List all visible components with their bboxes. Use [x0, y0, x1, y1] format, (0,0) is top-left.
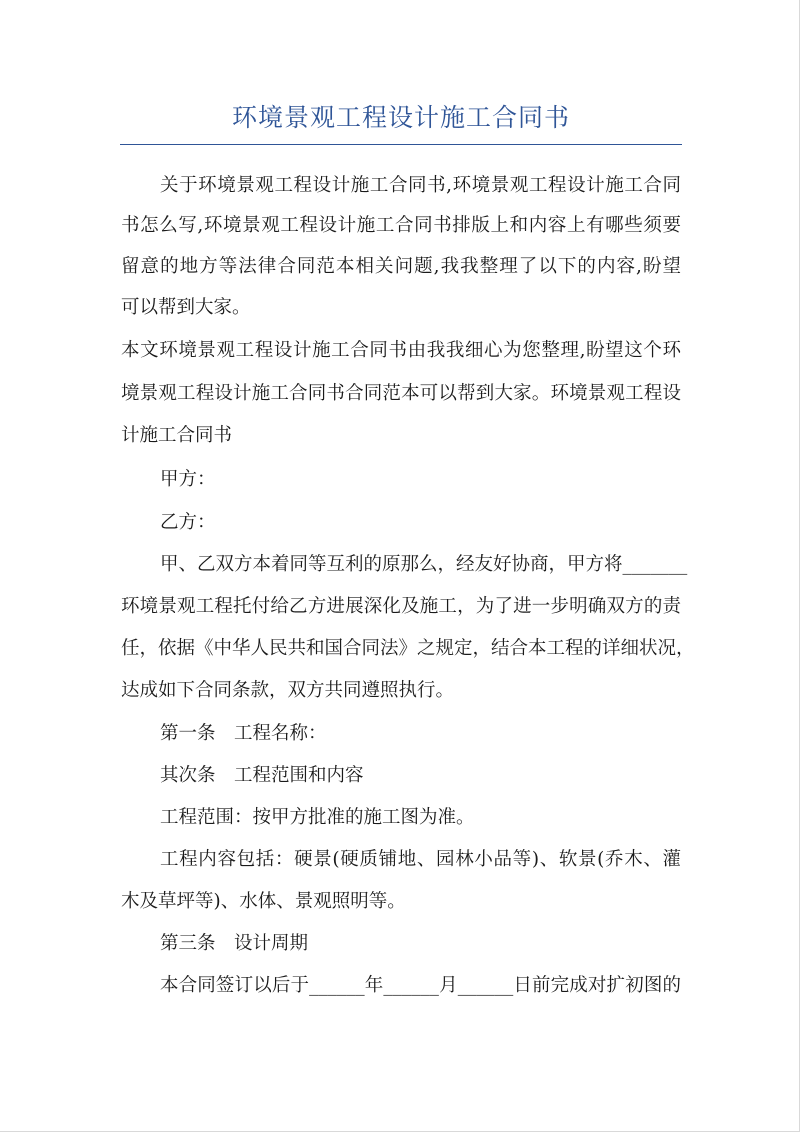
paragraph-line: 木及草坪等)、水体、景观照明等。 [121, 891, 406, 912]
paragraph-line: 书怎么写,环境景观工程设计施工合同书排版上和内容上有哪些须要 [121, 215, 681, 236]
party-a-label: 甲方： [160, 469, 216, 490]
paragraph-line: 工程内容包括：硬景(硬质铺地、园林小品等)、软景(乔木、灌 [160, 849, 681, 870]
title-underline [120, 144, 682, 145]
paragraph-line: 任，依据《中华人民共和国合同法》之规定，结合本工程的详细状况， [121, 638, 695, 659]
paragraph-line: 境景观工程设计施工合同书合同范本可以帮到大家。环境景观工程设 [121, 383, 681, 404]
paragraph-line: 达成如下合同条款，双方共同遵照执行。 [121, 680, 455, 701]
paragraph-line: 本合同签订以后于______年______月______日前完成对扩初图的 [160, 975, 681, 996]
paragraph-line: 工程范围：按甲方批准的施工图为准。 [160, 807, 475, 828]
paragraph-line: 关于环境景观工程设计施工合同书,环境景观工程设计施工合同 [160, 175, 681, 196]
document-title: 环境景观工程设计施工合同书 [231, 103, 570, 132]
paragraph-line: 可以帮到大家。 [121, 297, 251, 318]
paragraph-line: 本文环境景观工程设计施工合同书由我我细心为您整理,盼望这个环 [121, 340, 681, 361]
paragraph-line: 计施工合同书 [121, 425, 233, 446]
paragraph-line: 留意的地方等法律合同范本相关问题,我我整理了以下的内容,盼望 [121, 256, 681, 277]
article-heading: 第一条 工程名称： [160, 723, 327, 744]
party-b-label: 乙方： [160, 512, 216, 533]
article-heading: 其次条 工程范围和内容 [160, 765, 364, 786]
paragraph-line: 环境景观工程托付给乙方进展深化及施工，为了进一步明确双方的责 [121, 596, 681, 617]
article-heading: 第三条 设计周期 [160, 933, 309, 954]
paragraph-line: 甲、乙双方本着同等互利的原那么，经友好协商，甲方将_______ [160, 554, 688, 575]
